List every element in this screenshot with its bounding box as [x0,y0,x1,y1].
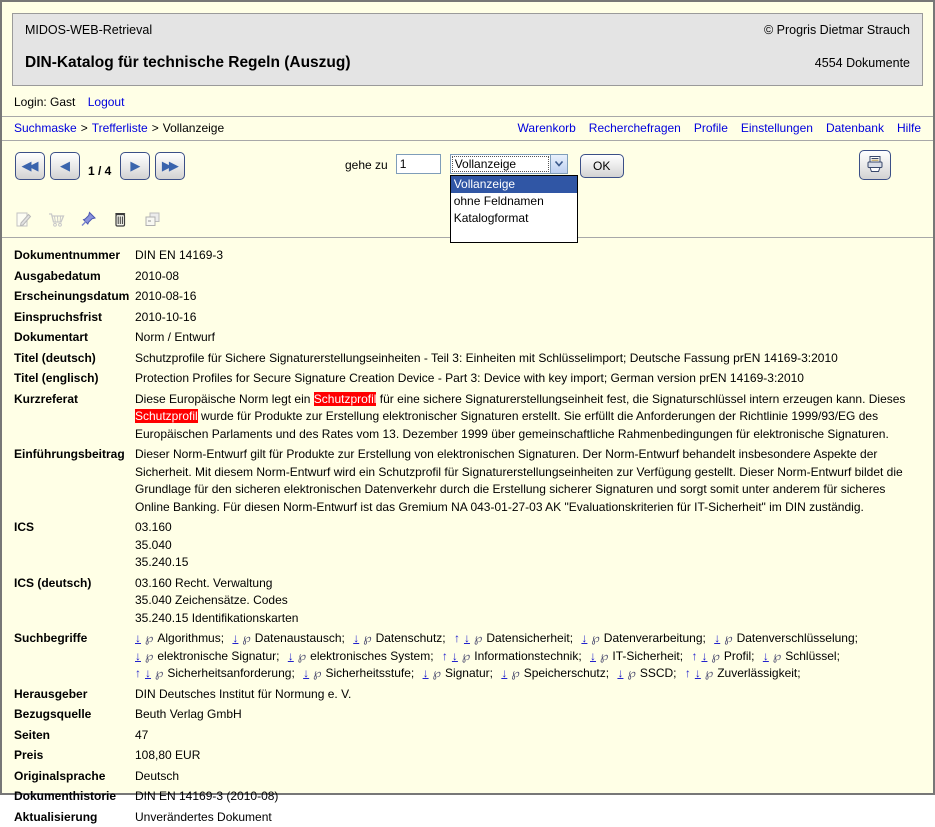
format-select-value: Vollanzeige [452,156,549,172]
divider [2,140,933,141]
field-value: 47 [135,727,921,745]
down-arrow-icon[interactable]: ↓ [581,631,587,645]
down-arrow-icon[interactable]: ↓ [617,666,623,680]
nav-link-recherchefragen[interactable]: Recherchefragen [589,121,681,135]
up-arrow-icon[interactable]: ↑ [135,666,141,680]
field-label: Dokumenthistorie [14,788,135,806]
search-term-icon[interactable]: ℘ [363,631,371,645]
field-label: Erscheinungsdatum [14,288,135,306]
field-label: Preis [14,747,135,765]
down-arrow-icon[interactable]: ↓ [423,666,429,680]
field-row [14,390,921,445]
search-term[interactable]: Datenaustausch; [255,631,345,645]
field-row [14,629,921,684]
highlighted-term: Schutzprofil [314,392,377,406]
goto-group [345,154,624,178]
search-term[interactable]: Datenverarbeitung; [604,631,706,645]
down-arrow-icon[interactable]: ↓ [590,649,596,663]
format-option[interactable]: ohne Feldnamen [451,193,577,210]
next-page-button[interactable] [120,152,150,180]
fields [14,246,921,827]
field-value: Unverändertes Dokument [135,809,921,827]
search-term[interactable]: Algorithmus; [157,631,224,645]
next-page-icon: ▶ [130,158,137,174]
field-value: Beuth Verlag GmbH [135,706,921,724]
page-indicator: 1 / 4 [88,164,111,180]
trash-icon[interactable] [111,210,130,229]
field-value: 2010-10-16 [135,309,921,327]
down-arrow-icon[interactable]: ↓ [135,631,141,645]
field-row [14,726,921,746]
up-arrow-icon[interactable]: ↑ [691,649,697,663]
edit-note-icon[interactable] [15,210,34,229]
search-term-icon[interactable]: ℘ [711,649,719,663]
field-label: ICS [14,519,135,572]
field-label: Originalsprache [14,768,135,786]
pager [15,152,190,180]
divider [2,116,933,117]
field-value: Norm / Entwurf [135,329,921,347]
document-count: 4554 Dokumente [815,56,910,70]
cart-icon[interactable] [47,210,66,229]
nav-links [505,121,921,135]
field-label: ICS (deutsch) [14,575,135,628]
breadcrumb-item-vollanzeige: Vollanzeige [163,121,224,135]
search-term-icon[interactable]: ℘ [511,666,519,680]
down-arrow-icon[interactable]: ↓ [353,631,359,645]
search-term-icon[interactable]: ℘ [591,631,599,645]
search-term-icon[interactable]: ℘ [155,666,163,680]
breadcrumb-separator: > [81,121,88,135]
down-arrow-icon[interactable]: ↓ [452,649,458,663]
field-row [14,574,921,629]
search-term-icon[interactable]: ℘ [705,666,713,680]
copyright: © Progris Dietmar Strauch [764,23,910,37]
nav-link-hilfe[interactable]: Hilfe [897,121,921,135]
down-arrow-icon[interactable]: ↓ [695,666,701,680]
search-term[interactable]: Sicherheitsanforderung; [167,666,294,680]
field-value: DIN Deutsches Institut für Normung e. V. [135,686,921,704]
format-select-wrap [450,154,568,174]
text-segment: Diese Europäische Norm legt ein [135,392,314,406]
field-label: Aktualisierung [14,809,135,827]
down-arrow-icon[interactable]: ↓ [501,666,507,680]
down-arrow-icon[interactable]: ↓ [763,649,769,663]
format-option[interactable]: Katalogformat [451,210,577,227]
search-term-icon[interactable]: ℘ [474,631,482,645]
breadcrumb [14,121,224,135]
search-term[interactable]: Signatur; [445,666,493,680]
down-arrow-icon[interactable]: ↓ [464,631,470,645]
down-arrow-icon[interactable]: ↓ [714,631,720,645]
field-row [14,808,921,827]
field-label: Einspruchsfrist [14,309,135,327]
field-label: Titel (deutsch) [14,350,135,368]
search-term[interactable]: Datenschutz; [376,631,446,645]
highlighted-term: Schutzprofil [135,409,198,423]
field-row [14,267,921,287]
goto-label: gehe zu [345,158,388,172]
search-term[interactable]: Datenverschlüsselung; [737,631,858,645]
search-term-icon[interactable]: ℘ [462,649,470,663]
text-segment: wurde für Produkte zur Erstellung elektronischer Signaturen erstellt. Sie erfüllt die Anforderungen der Richtlinie 1999/93/EG des Europäischen Parlaments und des Rates vom 13. Dezember 1999 über gemeinschaftliche Rahmenbedingungen für elektronische Signaturen. [135,409,889,441]
search-term[interactable]: Zuverlässigkeit; [717,666,800,680]
printer-icon [865,155,885,176]
breadcrumb-item-trefferliste[interactable]: Trefferliste [92,121,148,135]
logout-link[interactable]: Logout [88,95,125,109]
field-row [14,746,921,766]
field-label: Kurzreferat [14,391,135,444]
up-arrow-icon[interactable]: ↑ [454,631,460,645]
field-value: Dieser Norm-Entwurf gilt für Produkte zur Erstellung von elektronischen Signaturen. Der Norm-Entwurf behandelt insbesondere Aspekte der Sicherheit. Mit diesem Norm-Entwurf wird ein Schutzprofil für Signaturerstellungseinheiten zur Verfügung gestellt. Dieser Norm-Entwurf bildet die Grundlage für den sicheren elektronischen Datenverkehr durch die Erstellung sicherer Signaturen und sorgt somit unter anderem für sicheres Online Banking. Für diesen Norm-Entwurf ist das Gremium NA 043-01-27-03 AK "Evaluationskriterien für IT-Sicherheit" im DIN zuständig. [135,446,921,516]
down-arrow-icon[interactable]: ↓ [135,649,141,663]
field-row [14,787,921,807]
field-value [135,391,921,444]
last-page-icon: ▶▶ [162,158,176,174]
format-select[interactable] [450,154,568,174]
field-label: Herausgeber [14,686,135,704]
search-term-icon[interactable]: ℘ [724,631,732,645]
down-arrow-icon[interactable]: ↓ [701,649,707,663]
goto-input[interactable] [396,154,441,174]
prev-page-icon: ◀ [60,158,67,174]
app-title: MIDOS-WEB-Retrieval [25,23,152,37]
field-row [14,328,921,348]
pin-icon[interactable] [79,210,98,229]
search-term-icon[interactable]: ℘ [627,666,635,680]
prev-page-button[interactable] [50,152,80,180]
copy-icon[interactable] [143,210,162,229]
field-value: Protection Profiles for Secure Signature Creation Device - Part 3: Device with key import; German version prEN 14169-3:2010 [135,370,921,388]
down-arrow-icon[interactable]: ↓ [145,666,151,680]
field-label: Ausgabedatum [14,268,135,286]
field-row [14,685,921,705]
down-arrow-icon[interactable]: ↓ [303,666,309,680]
format-select-dropdown [450,175,578,243]
search-term[interactable]: elektronisches System; [310,649,433,663]
search-term[interactable]: Informationstechnik; [474,649,581,663]
field-value: DIN EN 14169-3 (2010-08) [135,788,921,806]
down-arrow-icon[interactable]: ↓ [232,631,238,645]
field-value [135,630,921,683]
last-page-button[interactable] [155,152,185,180]
search-term[interactable]: Sicherheitsstufe; [326,666,415,680]
field-row [14,705,921,725]
field-value: Deutsch [135,768,921,786]
page-title: DIN-Katalog für technische Regeln (Auszug) [25,54,351,72]
field-row [14,445,921,517]
chevron-down-icon[interactable] [550,155,567,173]
field-row [14,287,921,307]
field-row [14,246,921,266]
field-row [14,308,921,328]
field-label: Suchbegriffe [14,630,135,683]
search-term-icon[interactable]: ℘ [242,631,250,645]
search-term-icon[interactable]: ℘ [298,649,306,663]
breadcrumb-separator: > [152,121,159,135]
search-term[interactable]: Profil; [724,649,755,663]
breadcrumb-item-suchmaske[interactable]: Suchmaske [14,121,77,135]
search-term-icon[interactable]: ℘ [600,649,608,663]
login-status: Login: Gast [14,95,75,109]
up-arrow-icon[interactable]: ↑ [442,649,448,663]
text-segment: für eine sichere Signaturerstellungseinheit fest, die Signaturschlüssel intern erzeugen kann. Dieses [376,392,905,406]
search-term[interactable]: Speicherschutz; [524,666,609,680]
field-row [14,767,921,787]
field-value: 108,80 EUR [135,747,921,765]
field-row [14,349,921,369]
field-label: Seiten [14,727,135,745]
search-term-icon[interactable]: ℘ [773,649,781,663]
nav-link-einstellungen[interactable]: Einstellungen [741,121,813,135]
search-term-icon[interactable]: ℘ [145,631,153,645]
search-term[interactable]: elektronische Signatur; [157,649,279,663]
nav-link-profile[interactable]: Profile [694,121,728,135]
field-value: Schutzprofile für Sichere Signaturerstellungseinheiten - Teil 3: Einheiten mit Schlüsselimport; Deutsche Fassung prEN 14169-3:2010 [135,350,921,368]
search-term[interactable]: Schlüssel; [785,649,840,663]
field-row [14,369,921,389]
search-term[interactable]: IT-Sicherheit; [612,649,683,663]
field-value: DIN EN 14169-3 [135,247,921,265]
print-button[interactable] [859,150,891,180]
login-row [14,95,921,113]
first-page-icon: ◀◀ [22,158,36,174]
ok-button[interactable]: OK [580,154,624,178]
field-label: Titel (englisch) [14,370,135,388]
search-term[interactable]: SSCD; [640,666,677,680]
field-label: Dokumentart [14,329,135,347]
field-label: Einführungsbeitrag [14,446,135,516]
search-term-icon[interactable]: ℘ [433,666,441,680]
search-term-icon[interactable]: ℘ [313,666,321,680]
toolbar [2,150,933,200]
header [12,13,923,86]
first-page-button[interactable] [15,152,45,180]
field-value: 03.160 35.040 35.240.15 [135,519,921,572]
format-option[interactable]: Vollanzeige [451,176,577,193]
field-row [14,518,921,573]
nav-link-datenbank[interactable]: Datenbank [826,121,884,135]
up-arrow-icon[interactable]: ↑ [685,666,691,680]
search-term-icon[interactable]: ℘ [145,649,153,663]
field-label: Bezugsquelle [14,706,135,724]
search-term[interactable]: Datensicherheit; [486,631,573,645]
field-label: Dokumentnummer [14,247,135,265]
down-arrow-icon[interactable]: ↓ [288,649,294,663]
field-value: 2010-08-16 [135,288,921,306]
field-value: 03.160 Recht. Verwaltung 35.040 Zeichensätze. Codes 35.240.15 Identifikationskarten [135,575,921,628]
nav-link-warenkorb[interactable]: Warenkorb [518,121,576,135]
field-value: 2010-08 [135,268,921,286]
